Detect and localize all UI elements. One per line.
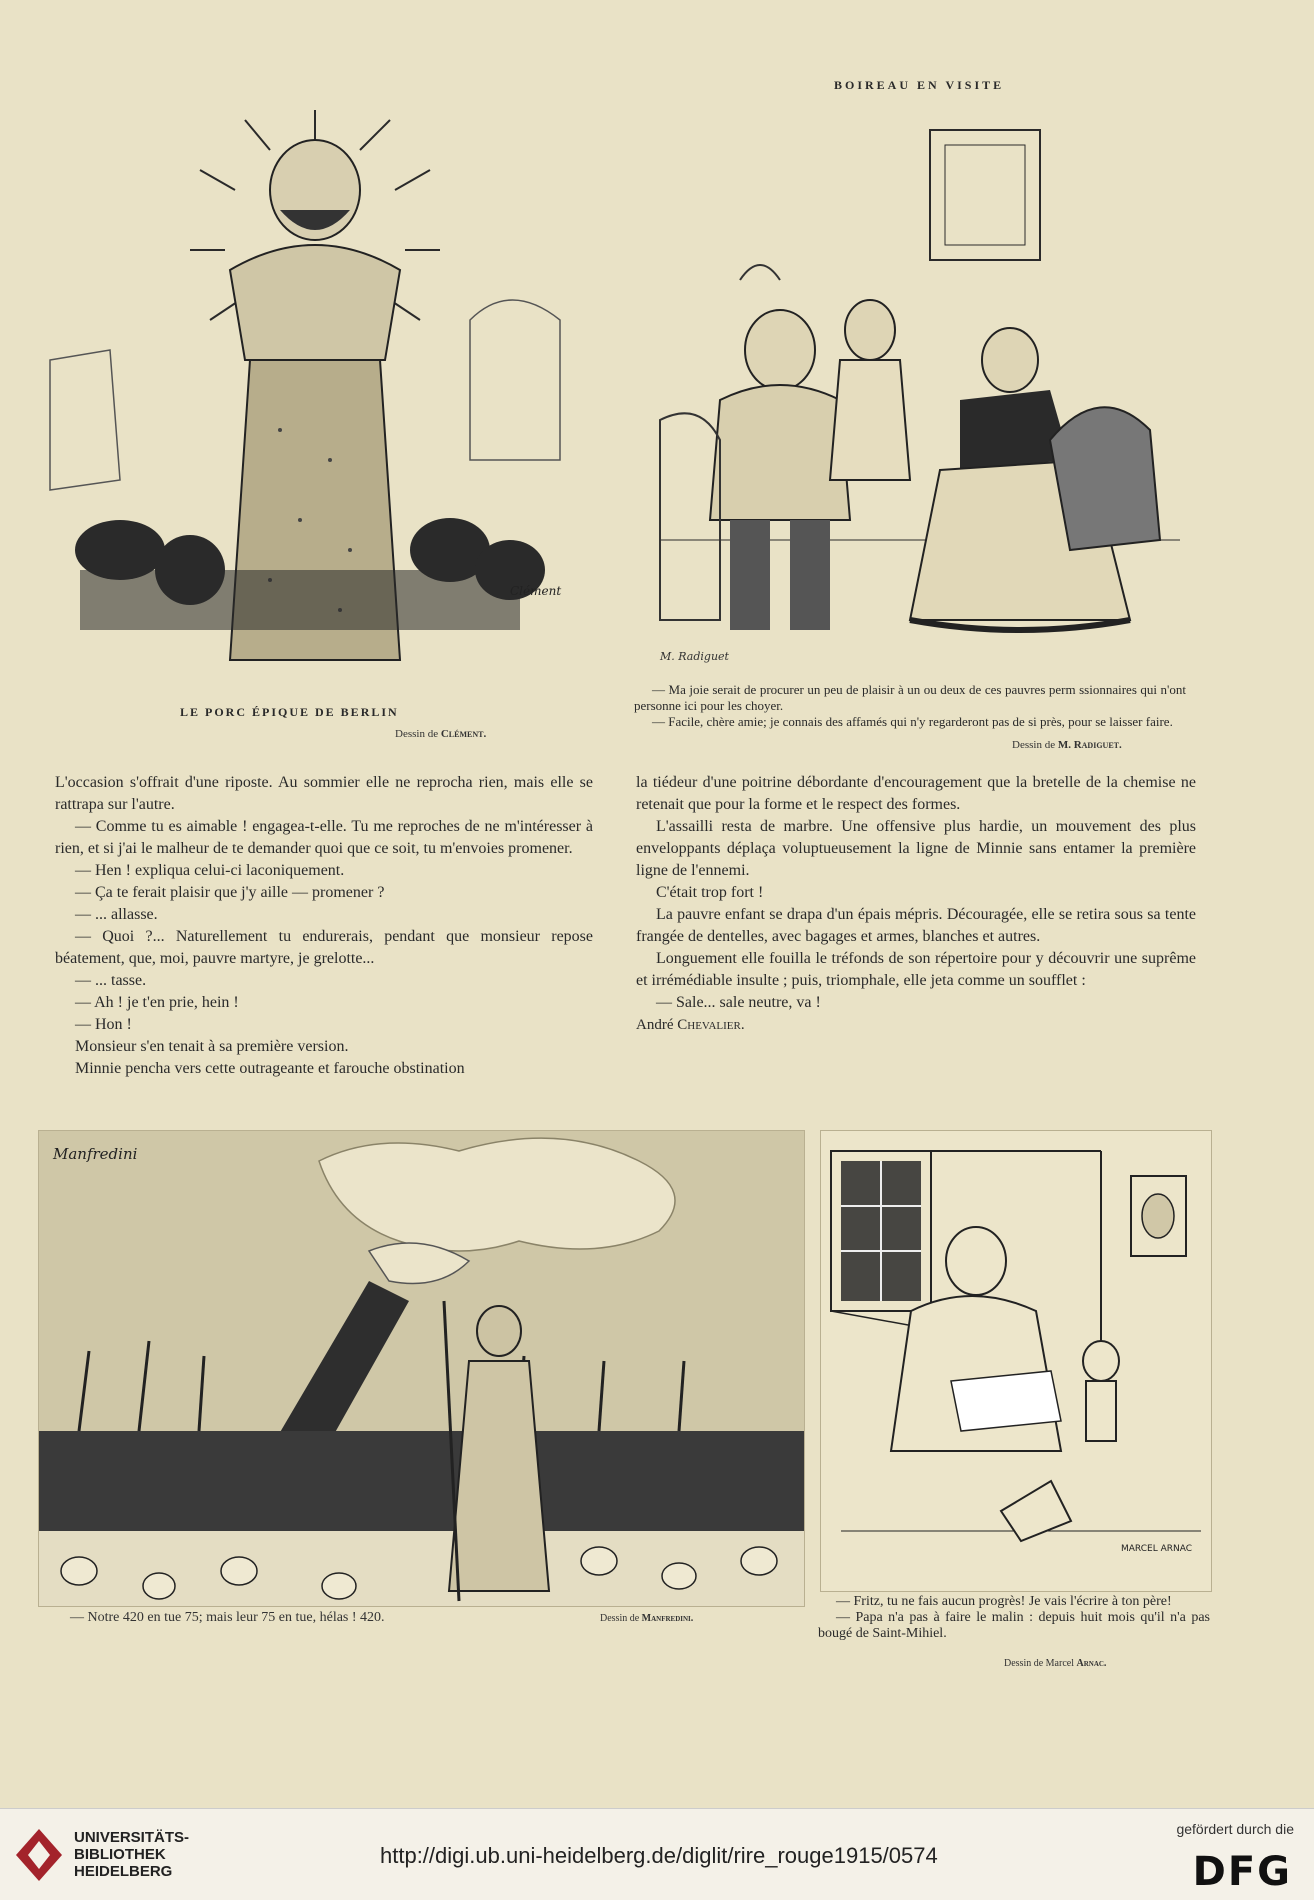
caption-line-2: — Papa n'a pas à faire le malin : depuis huit mois qu'il n'a pas bougé de Saint-Mihiel. bbox=[818, 1610, 1210, 1641]
bottom-left-credit bbox=[600, 1613, 693, 1624]
boireau-title: BOIREAU EN VISITE bbox=[834, 78, 1005, 92]
illustration-boireau bbox=[640, 100, 1200, 680]
story-paragraph: — Ça te ferait plaisir que j'y aille — promener ? bbox=[75, 884, 385, 901]
footer-bar bbox=[0, 1808, 1314, 1900]
story-paragraph: Monsieur s'en tenait à sa première version. bbox=[75, 1038, 349, 1055]
author-last-name: Chevalier. bbox=[677, 1017, 745, 1033]
credit-prefix: Dessin de bbox=[395, 728, 439, 740]
library-name bbox=[74, 1829, 189, 1880]
right-illustration-caption bbox=[634, 682, 1186, 730]
library-logo-icon bbox=[14, 1827, 64, 1883]
credit-prefix: Dessin de bbox=[1012, 739, 1056, 751]
story-paragraph: — ... allasse. bbox=[75, 906, 158, 923]
porc-epique-drawing bbox=[40, 100, 590, 680]
bottom-right-caption bbox=[818, 1594, 1210, 1642]
story-right-column bbox=[636, 772, 1196, 1036]
bottom-right-credit bbox=[1004, 1658, 1106, 1669]
library-name-line: HEIDELBERG bbox=[74, 1863, 173, 1880]
bottom-left-caption: — Notre 420 en tue 75; mais leur 75 en tue, hélas ! 420. bbox=[70, 1610, 385, 1625]
left-illustration-credit bbox=[395, 728, 486, 740]
credit-name: Arnac. bbox=[1076, 1658, 1107, 1669]
caption-line-1: — Ma joie serait de procurer un peu de plaisir à un ou deux de ces pauvres perm ssionnaires qui n'ont personne ici pour les choyer. bbox=[634, 682, 1186, 713]
story-paragraph: — ... tasse. bbox=[75, 972, 147, 989]
story-paragraph: — Hen ! expliqua celui-ci laconiquement. bbox=[75, 862, 345, 879]
illustration-manfredini bbox=[38, 1130, 805, 1607]
credit-name: Manfredini. bbox=[641, 1613, 694, 1624]
author-first-name: André bbox=[636, 1017, 674, 1033]
arnac-drawing bbox=[821, 1131, 1211, 1591]
library-name-line: BIBLIOTHEK bbox=[74, 1846, 166, 1863]
boireau-drawing bbox=[640, 100, 1200, 680]
caption-line-2: — Facile, chère amie; je connais des affamés qui n'y regarderont pas de si près, pour se laisser faire. bbox=[652, 714, 1173, 729]
illustration-porc-epique bbox=[40, 100, 590, 680]
story-paragraph: L'occasion s'offrait d'une riposte. Au sommier elle ne reprocha rien, mais elle se rattrapa sur l'autre. bbox=[55, 774, 593, 813]
story-paragraph: — Comme tu es aimable ! engagea-t-elle. Tu me reproches de ne m'intéresser à rien, et si j'ai le malheur de te demander quoi que ce soit, tu m'envoies promener. bbox=[55, 818, 593, 857]
dfg-logo: DFG bbox=[1192, 1849, 1292, 1895]
manfredini-signature: Manfredini bbox=[53, 1145, 138, 1163]
source-url-link[interactable]: http://digi.ub.uni-heidelberg.de/diglit/rire_rouge1915/0574 bbox=[380, 1843, 938, 1868]
manfredini-drawing bbox=[39, 1131, 804, 1606]
author-signature bbox=[636, 1014, 1196, 1036]
story-paragraph: la tiédeur d'une poitrine débordante d'encouragement que la bretelle de la chemise ne retenait que pour la forme et le respect des formes. bbox=[636, 774, 1196, 813]
story-paragraph: — Sale... sale neutre, va ! bbox=[656, 994, 821, 1011]
story-paragraph: Minnie pencha vers cette outrageante et farouche obstination bbox=[75, 1060, 465, 1077]
story-paragraph: — Quoi ?... Naturellement tu endurerais, pendant que monsieur repose béatement, que, moi, pauvre martyre, je grelotte... bbox=[55, 928, 593, 967]
story-paragraph: Longuement elle fouilla le tréfonds de son répertoire pour y découvrir une suprême et irrémédiable insulte ; puis, triomphale, elle jeta comme un soufflet : bbox=[636, 950, 1196, 989]
left-illustration-title: LE PORC ÉPIQUE DE BERLIN bbox=[180, 705, 399, 719]
clement-signature: Clément bbox=[510, 584, 562, 598]
right-illustration-credit bbox=[1012, 739, 1122, 751]
library-name-line: UNIVERSITÄTS- bbox=[74, 1829, 190, 1846]
caption-line-1: — Fritz, tu ne fais aucun progrès! Je vais l'écrire à ton père! bbox=[836, 1594, 1172, 1609]
credit-prefix: Dessin de Marcel bbox=[1004, 1658, 1074, 1669]
funded-by-label: gefördert durch die bbox=[1176, 1821, 1294, 1837]
illustration-arnac bbox=[820, 1130, 1212, 1592]
story-paragraph: — Ah ! je t'en prie, hein ! bbox=[75, 994, 239, 1011]
credit-prefix: Dessin de bbox=[600, 1613, 640, 1624]
story-paragraph: — Hon ! bbox=[75, 1016, 132, 1033]
credit-name: Clément. bbox=[440, 728, 487, 740]
radiguet-signature: M. Radiguet bbox=[660, 650, 729, 663]
story-paragraph: La pauvre enfant se drapa d'un épais mépris. Découragée, elle se retira sous sa tente frangée de dentelles, avec bagages et armes, blanches et autres. bbox=[636, 906, 1196, 945]
story-left-column bbox=[55, 772, 593, 1080]
credit-name: M. Radiguet. bbox=[1057, 739, 1122, 751]
story-paragraph: C'était trop fort ! bbox=[656, 884, 764, 901]
arnac-signature: MARCEL ARNAC bbox=[1121, 1544, 1192, 1554]
story-paragraph: L'assailli resta de marbre. Une offensive plus hardie, un mouvement des plus enveloppants déplaça voluptueusement la ligne de Minnie sans entamer la première ligne de l'ennemi. bbox=[636, 818, 1196, 879]
